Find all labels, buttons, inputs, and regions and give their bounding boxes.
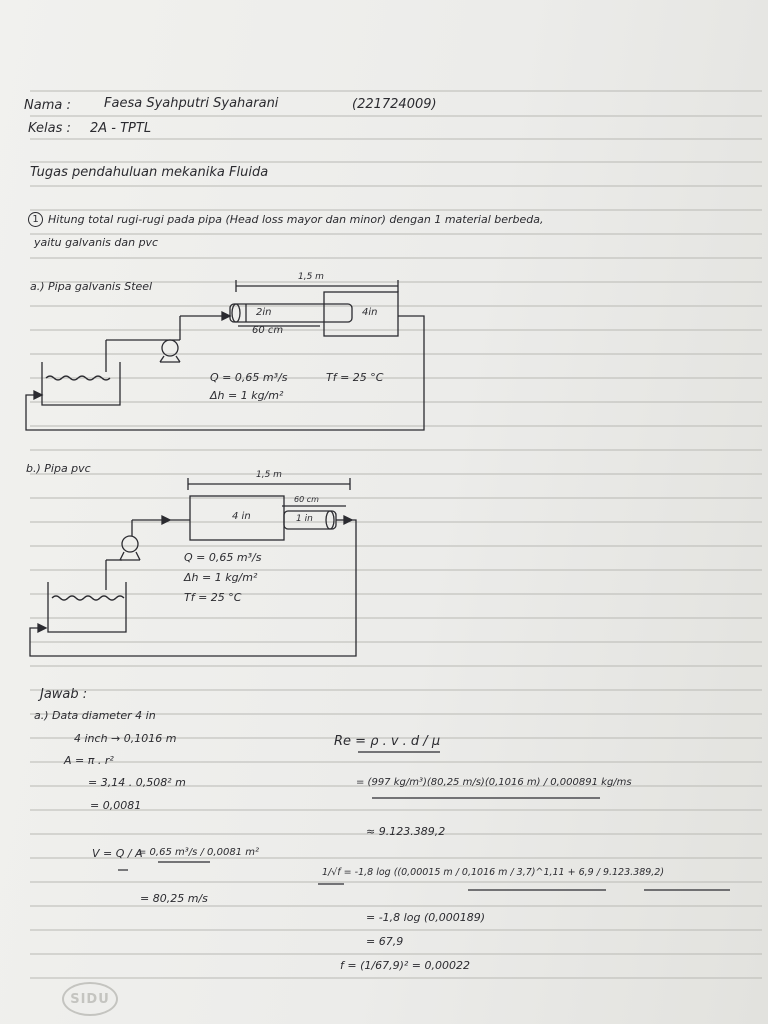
student-id: (221724009) bbox=[352, 97, 437, 112]
question-number-badge: 1 bbox=[28, 212, 43, 227]
diagram-a-title: a.) Pipa galvanis Steel bbox=[30, 280, 153, 293]
diagram-a-small-diameter: 2in bbox=[256, 307, 272, 318]
diagram-a-flow-rate: Q = 0,65 m³/s bbox=[210, 371, 288, 384]
area-substitution: = 3,14 . 0,508² m bbox=[88, 776, 186, 789]
diagram-a-small-length: 60 cm bbox=[252, 325, 284, 336]
student-name: Faesa Syahputri Syaharani bbox=[104, 96, 279, 111]
class-label: Kelas : bbox=[28, 121, 71, 136]
question-number bbox=[28, 212, 43, 227]
unit-conversion: 4 inch → 0,1016 m bbox=[74, 732, 177, 745]
diagram-a-pressure: Δh = 1 kg/m² bbox=[210, 389, 284, 402]
diagram-b-pressure: Δh = 1 kg/m² bbox=[184, 571, 258, 584]
class-value: 2A - TPTL bbox=[90, 121, 152, 136]
diagram-b-title: b.) Pipa pvc bbox=[26, 462, 91, 475]
diagram-b-temperature: Tf = 25 °C bbox=[184, 591, 242, 604]
sidu-logo-text: SIDU bbox=[70, 991, 110, 1007]
friction-colebrook: 1/√f = -1,8 log ((0,00015 m / 0,1016 m / 3,7)^1,11 + 6,9 / 9.123.389,2) bbox=[322, 867, 665, 878]
reynolds-result: ≈ 9.123.389,2 bbox=[366, 825, 446, 838]
sidu-logo bbox=[62, 982, 118, 1016]
velocity-result: = 80,25 m/s bbox=[140, 892, 208, 905]
question-line-1: Hitung total rugi-rugi pada pipa (Head loss mayor dan minor) dengan 1 material berbeda, bbox=[48, 213, 544, 226]
area-formula: A = π . r² bbox=[64, 754, 114, 767]
reynolds-formula: Re = ρ . v . d / μ bbox=[334, 734, 441, 749]
diagram-a-temperature: Tf = 25 °C bbox=[326, 371, 384, 384]
answer-heading: Jawab : bbox=[40, 687, 88, 702]
diagram-b-large-diameter: 4 in bbox=[232, 511, 251, 522]
area-result: = 0,0081 bbox=[90, 799, 142, 812]
friction-inverse: = 67,9 bbox=[366, 935, 404, 948]
diagram-b-small-length: 60 cm bbox=[294, 495, 319, 504]
friction-log: = -1,8 log (0,000189) bbox=[366, 911, 486, 924]
friction-factor: f = (1/67,9)² = 0,00022 bbox=[340, 959, 470, 972]
answer-part-a: a.) Data diameter 4 in bbox=[34, 709, 156, 722]
diagram-a-length: 1,5 m bbox=[298, 272, 324, 282]
reynolds-substitution: = (997 kg/m³)(80,25 m/s)(0,1016 m) / 0,000891 kg/ms bbox=[356, 777, 632, 788]
name-label: Nama : bbox=[24, 98, 71, 113]
velocity-substitution: = 0,65 m³/s / 0,0081 m² bbox=[138, 847, 259, 858]
question-line-2: yaitu galvanis dan pvc bbox=[34, 236, 159, 249]
diagram-b-flow-rate: Q = 0,65 m³/s bbox=[184, 551, 262, 564]
diagram-a-large-diameter: 4in bbox=[362, 307, 378, 318]
diagram-b-small-diameter: 1 in bbox=[296, 514, 313, 524]
diagram-b-length: 1,5 m bbox=[256, 470, 282, 480]
velocity-formula: V = Q / A bbox=[92, 847, 143, 860]
assignment-title: Tugas pendahuluan mekanika Fluida bbox=[30, 165, 269, 180]
